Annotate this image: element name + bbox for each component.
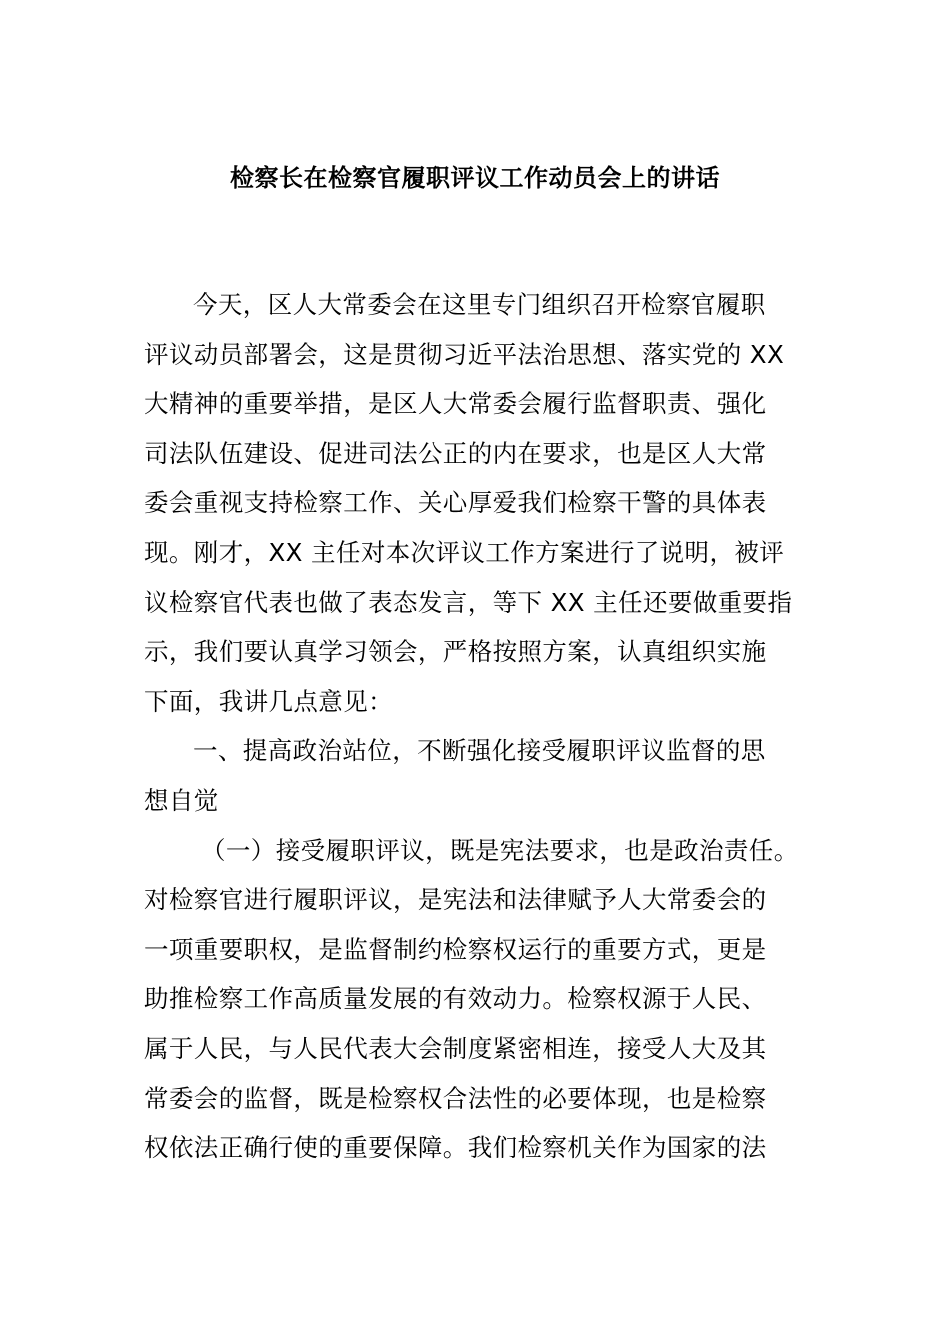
paragraph-line: 司法队伍建设、促进司法公正的内在要求，也是区人大常 [144,438,767,468]
paragraph-line: 委会重视支持检察工作、关心厚爱我们检察干警的具体表 [144,488,767,518]
paragraph-line: 属于人民，与人民代表大会制度紧密相连，接受人大及其 [144,1033,767,1063]
paragraph-line: 权依法正确行使的重要保障。我们检察机关作为国家的法 [144,1133,767,1163]
section-heading-line: 想自觉 [144,785,219,815]
section-heading-line: 一、提高政治站位，不断强化接受履职评议监督的思 [193,736,766,766]
paragraph-line: 一项重要职权，是监督制约检察权运行的重要方式，更是 [144,934,767,964]
paragraph-line: 常委会的监督，既是检察权合法性的必要体现，也是检察 [144,1083,767,1113]
paragraph-line: 评议动员部署会，这是贯彻习近平法治思想、落实党的 XX [144,339,785,369]
paragraph-line: 下面，我讲几点意见： [144,686,393,716]
paragraph-line: 议检察官代表也做了表态发言，等下 XX 主任还要做重要指 [144,587,793,617]
document-title: 检察长在检察官履职评议工作动员会上的讲话 [230,164,720,192]
paragraph-line: 助推检察工作高质量发展的有效动力。检察权源于人民、 [144,984,767,1014]
subsection-heading-line: （一）接受履职评议，既是宪法要求，也是政治责任。 [201,835,799,865]
paragraph-line: 大精神的重要举措，是区人大常委会履行监督职责、强化 [144,389,767,419]
paragraph-line: 对检察官进行履职评议，是宪法和法律赋予人大常委会的 [144,885,767,915]
document-body [144,280,806,1173]
paragraph-line: 示，我们要认真学习领会，严格按照方案，认真组织实施 [144,637,767,667]
paragraph-line: 现。刚才，XX 主任对本次评议工作方案进行了说明，被评 [144,537,785,567]
paragraph-line: 今天，区人大常委会在这里专门组织召开检察官履职 [193,290,766,319]
